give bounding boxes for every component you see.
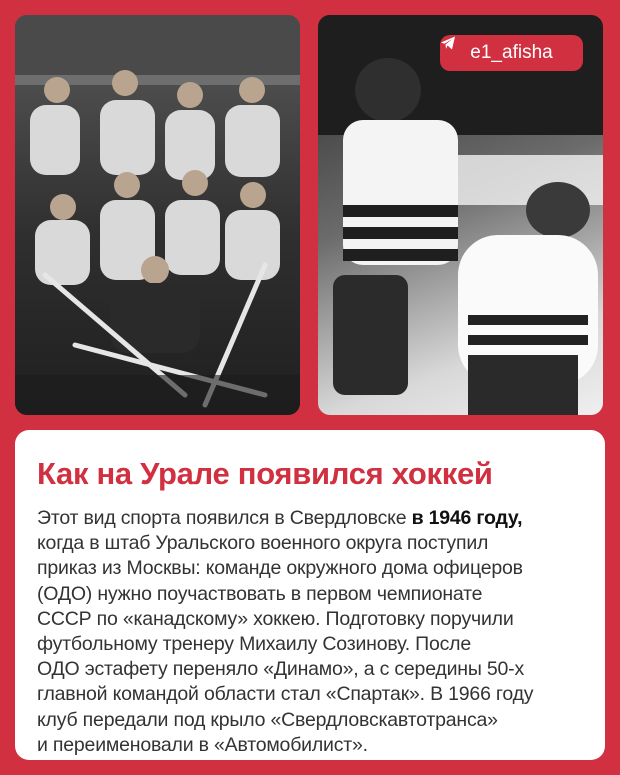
body-line: главной командой области стал «Спартак». В 1966 году (37, 683, 534, 706)
body-highlight: в 1946 году, (411, 507, 523, 529)
game-photo (318, 15, 603, 415)
handle-badge[interactable] (440, 35, 583, 71)
game-photo-illustration (318, 15, 603, 415)
body-line: (ОДО) нужно поучаствовать в первом чемпионате (37, 582, 483, 605)
article-title: Как на Урале появился хоккей (37, 456, 493, 491)
body-line: СССР по «канадскому» хоккею. Подготовку поручили (37, 607, 514, 630)
body-line: приказ из Москвы: команде окружного дома офицеров (37, 557, 523, 580)
body-line: и переименовали в «Автомобилист». (37, 733, 368, 756)
article-body (37, 506, 583, 758)
body-line: когда в штаб Уральского военного округа поступил (37, 532, 489, 555)
body-line: Этот вид спорта появился в Свердловске (37, 507, 412, 529)
team-photo (15, 15, 300, 415)
telegram-icon (440, 35, 456, 51)
handle-label: e1_afisha (470, 42, 553, 63)
team-photo-illustration (15, 15, 300, 415)
text-card (15, 430, 605, 760)
body-line: футбольному тренеру Михаилу Созинову. После (37, 633, 471, 656)
body-line: клуб передали под крыло «Свердловскавтотранса» (37, 708, 498, 731)
body-line: ОДО эстафету переняло «Динамо», а с середины 50-х (37, 658, 525, 681)
